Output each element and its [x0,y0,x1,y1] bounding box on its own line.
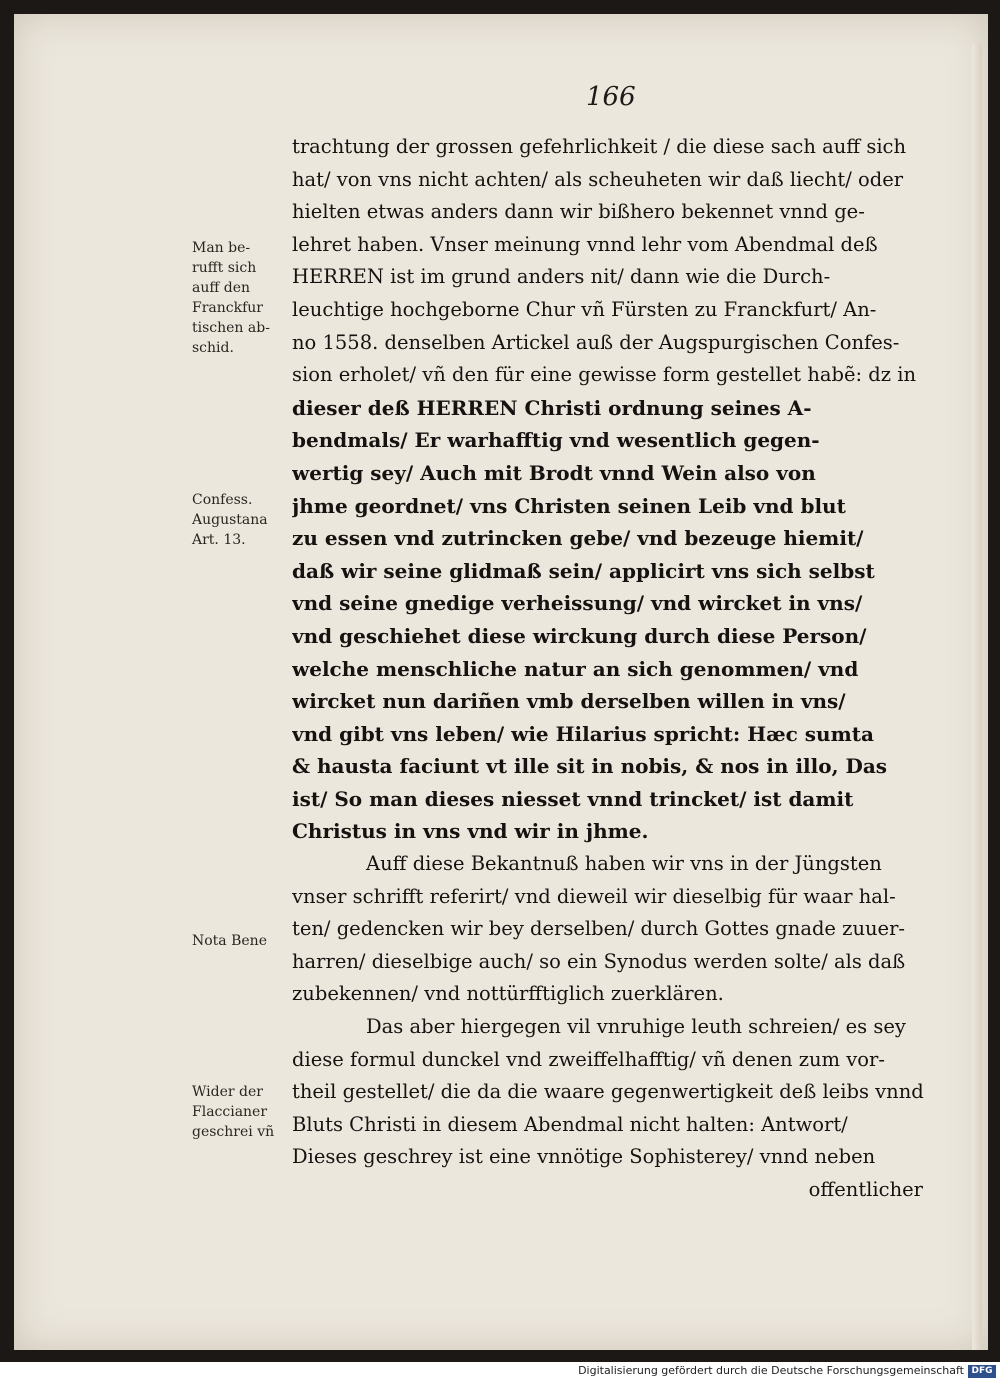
margin-note-line: Nota Bene [192,933,267,949]
body-text [292,131,937,1207]
text-line: daß wir seine glidmaß sein/ applicirt vns sich selbst [292,558,875,583]
margin-note-line: rufft sich [192,260,257,276]
text-line: Auff diese Bekantnuß haben wir vns in der Jüngsten [366,852,882,876]
text-line: trachtung der grossen gefehrlichkeit / die diese sach auff sich [292,135,907,158]
margin-note-line: Man be- [192,240,251,256]
text-line: HERREN ist im grund anders nit/ dann wie die Durch- [292,265,831,289]
text-line: & hausta faciunt vt ille sit in nobis, & nos in illo, Das [292,754,888,779]
margin-note-line: Art. 13. [192,532,246,548]
text-line: zu essen vnd zutrincken gebe/ vnd bezeuge hiemit/ [292,526,864,551]
text-line: jhme geordnet/ vns Christen seinen Leib vnd blut [292,493,846,518]
text-line: no 1558. denselben Artickel auß der Augspurgischen Confes- [292,330,900,354]
margin-note-line: Confess. [192,492,253,508]
text-line: offentlicher [808,1178,923,1201]
margin-note [192,490,292,550]
text-line: hielten etwas anders dann wir bißhero bekennet vnnd ge- [292,200,865,224]
dfg-logo: DFG [968,1365,996,1378]
text-line: dieser deß HERREN Christi ordnung seines A- [292,395,812,420]
text-line: theil gestellet/ die da die waare gegenwertigkeit deß leibs vnnd [292,1080,924,1104]
text-line: welche menschliche natur an sich genommen/ vnd [292,656,859,681]
text-line: ist/ So man dieses niesset vnnd trincket/ ist damit [292,786,854,811]
margin-note [192,238,292,358]
text-line: harren/ dieselbige auch/ so ein Synodus werden solte/ als daß [292,949,906,973]
margin-note [192,1082,292,1142]
margin-note [192,931,292,951]
text-line: wertig sey/ Auch mit Brodt vnnd Wein also von [292,460,816,485]
text-line: Dieses geschrey ist eine vnnötige Sophisterey/ vnnd neben [292,1145,876,1169]
text-line: vnd gibt vns leben/ wie Hilarius spricht: Hæc sumta [292,721,874,746]
margin-note-line: Franckfur [192,300,263,316]
text-line: diese formul dunckel vnd zweiffelhafftig/ vñ denen zum vor- [292,1047,885,1071]
margin-note-line: Wider der [192,1084,263,1100]
margin-note-line: schid. [192,340,234,356]
text-line: Christus in vns vnd wir in jhme. [292,819,649,844]
text-line: vnd seine gnedige verheissung/ vnd wircket in vns/ [292,591,863,616]
text-line: hat/ von vns nicht achten/ als scheuheten wir daß liecht/ oder [292,167,904,191]
text-line: leuchtige hochgeborne Chur vñ Fürsten zu Franckfurt/ An- [292,297,877,321]
margin-note-line: tischen ab- [192,320,270,336]
page-edge [972,44,982,1350]
text-line: Bluts Christi in diesem Abendmal nicht halten: Antwort/ [292,1112,848,1136]
text-line: lehret haben. Vnser meinung vnnd lehr vom Abendmal deß [292,232,878,256]
text-line: vnd geschiehet diese wirckung durch diese Person/ [292,623,867,648]
footer [0,1362,1000,1381]
margin-note-line: geschrei vñ [192,1124,275,1140]
margin-note-line: Flaccianer [192,1104,268,1120]
text-line: ten/ gedencken wir bey derselben/ durch Gottes gnade zuuer- [292,917,906,941]
text-line: vnser schrifft referirt/ vnd dieweil wir dieselbig für waar hal- [292,884,896,908]
margin-note-line: auff den [192,280,251,296]
footer-credit: Digitalisierung gefördert durch die Deutsche Forschungsgemeinschaft [578,1364,964,1377]
margin-note-line: Augustana [192,512,268,528]
text-line: bendmals/ Er warhafftig vnd wesentlich gegen- [292,428,820,453]
page-number: 166 [586,82,636,112]
text-line: zubekennen/ vnd nottürfftiglich zuerklären. [292,982,724,1006]
text-line: Das aber hiergegen vil vnruhige leuth schreien/ es sey [366,1015,906,1039]
text-line: sion erholet/ vñ den für eine gewisse form gestellet habẽ: dz in [292,363,917,387]
text-line: wircket nun dariñen vmb derselben willen in vns/ [292,689,846,714]
